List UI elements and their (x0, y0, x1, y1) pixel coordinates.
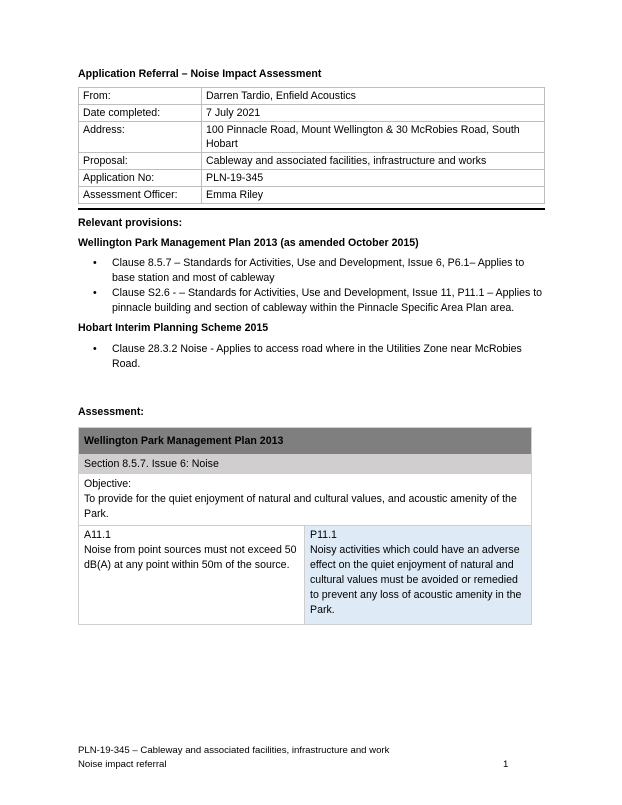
plan1-heading: Wellington Park Management Plan 2013 (as amended October 2015) (78, 237, 419, 249)
acceptable-solution-text: Noise from point sources must not exceed 50 dB(A) at any point within 50m of the source. (84, 544, 297, 571)
section-divider (78, 208, 545, 210)
document-title: Application Referral – Noise Impact Assessment (78, 68, 322, 80)
criteria-row (79, 526, 531, 624)
row-label: Address: (79, 122, 202, 153)
list-item: • Clause S2.6 - – Standards for Activities, Use and Development, Issue 11, P11.1 – Applies to pinnacle building and section of cableway within the Pinnacle Specific Area Plan area. (78, 286, 548, 316)
acceptable-solution-cell (79, 526, 305, 624)
performance-criteria-cell (305, 526, 531, 624)
row-value: 7 July 2021 (202, 105, 545, 122)
row-label: From: (79, 88, 202, 105)
relevant-provisions-heading: Relevant provisions: (78, 217, 183, 229)
row-label: Proposal: (79, 153, 202, 170)
plan1-list (78, 256, 548, 316)
acceptable-solution-code: A11.1 (84, 529, 111, 541)
table-row (79, 88, 545, 105)
list-item: • Clause 8.5.7 – Standards for Activities, Use and Development, Issue 6, P6.1– Applies to base station and most of cableway (78, 256, 548, 286)
objective-label: Objective: (84, 478, 132, 490)
performance-criteria-code: P11.1 (310, 529, 337, 541)
referral-table (78, 87, 545, 204)
assessment-table (78, 427, 532, 625)
row-label: Date completed: (79, 105, 202, 122)
row-value: Darren Tardio, Enfield Acoustics (202, 88, 545, 105)
page-number: 1 (503, 759, 509, 770)
table-row (79, 187, 545, 204)
footer-line-2: Noise impact referral (78, 759, 167, 770)
assessment-section-label: Section 8.5.7. Issue 6: Noise (79, 454, 531, 474)
row-value: 100 Pinnacle Road, Mount Wellington & 30 McRobies Road, South Hobart (202, 122, 545, 153)
table-row (79, 105, 545, 122)
objective-cell (79, 474, 531, 526)
row-value: Emma Riley (202, 187, 545, 204)
row-label: Assessment Officer: (79, 187, 202, 204)
plan2-heading: Hobart Interim Planning Scheme 2015 (78, 322, 269, 334)
row-label: Application No: (79, 170, 202, 187)
table-row (79, 122, 545, 153)
performance-criteria-text: Noisy activities which could have an adverse effect on the quiet enjoyment of natural and cultural values must be avoided or remedied to prevent any loss of acoustic amenity in the Park. (310, 544, 522, 616)
list-item: • Clause 28.3.2 Noise - Applies to access road where in the Utilities Zone near McRobies Road. (78, 342, 548, 372)
assessment-table-header: Wellington Park Management Plan 2013 (79, 428, 531, 454)
assessment-heading: Assessment: (78, 406, 144, 418)
table-row (79, 170, 545, 187)
table-row (79, 153, 545, 170)
footer-line-1: PLN-19-345 – Cableway and associated facilities, infrastructure and work (78, 745, 390, 756)
objective-text: To provide for the quiet enjoyment of natural and cultural values, and acoustic amenity of the Park. (84, 493, 517, 520)
plan2-list (78, 342, 548, 372)
row-value: PLN-19-345 (202, 170, 545, 187)
row-value: Cableway and associated facilities, infrastructure and works (202, 153, 545, 170)
